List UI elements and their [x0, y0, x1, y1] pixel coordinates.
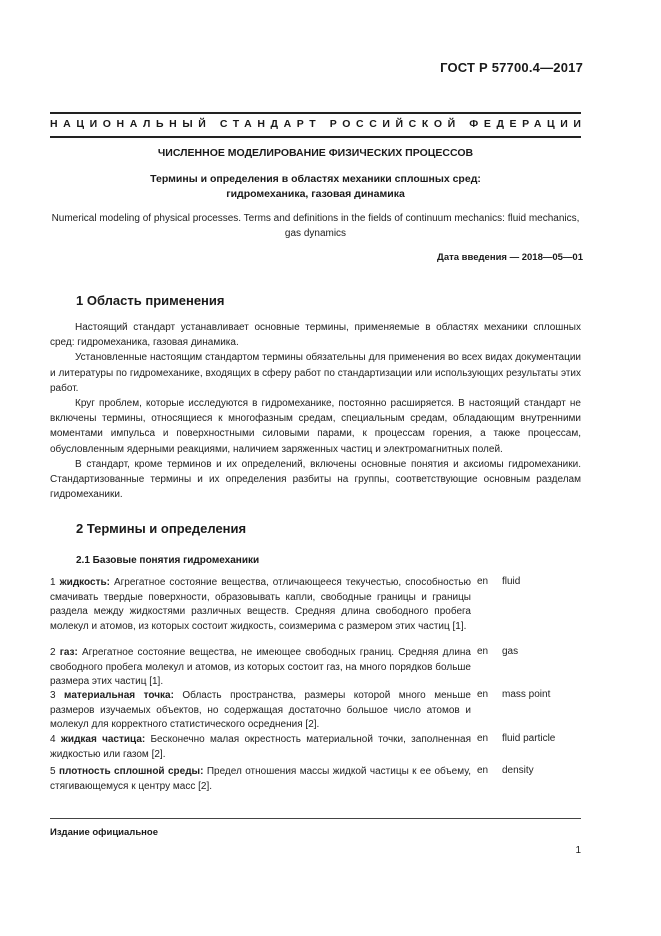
term-entry: [50, 576, 471, 635]
document-subtitle: [50, 172, 581, 201]
section-1-body: [50, 320, 581, 502]
term-number: 5: [50, 766, 56, 777]
term-name: плотность сплошной среды:: [58, 766, 204, 777]
page-number: 1: [575, 845, 581, 856]
term-definition: Предел отношения массы жидкой частицы к ее объему, стягивающемуся к центру масс [2].: [50, 766, 471, 792]
national-standard-heading: НАЦИОНАЛЬНЫЙ СТАНДАРТ РОССИЙСКОЙ ФЕДЕРАЦИИ: [50, 118, 587, 130]
term-language: en: [477, 689, 489, 700]
subsection-2-1-title: 2.1 Базовые понятия гидромеханики: [76, 555, 260, 566]
section-2-title: 2 Термины и определения: [76, 521, 247, 536]
footer-rule: [50, 818, 581, 819]
term-number: 2: [50, 647, 56, 658]
official-edition-label: Издание официальное: [50, 827, 158, 838]
term-definition: Бесконечно малая окрестность материальной точки, заполненная жидкостью или газом [2].: [50, 734, 472, 760]
term-entry: [50, 646, 471, 690]
term-english-equivalent: fluid: [502, 576, 521, 587]
english-title: [50, 211, 581, 241]
term-language: en: [477, 733, 489, 744]
term-language: en: [477, 765, 489, 776]
paragraph: Настоящий стандарт устанавливает основные термины, применяемые в областях механики сплошных сред: гидромеханика, газовая динамика.: [50, 322, 581, 349]
term-english-equivalent: fluid particle: [502, 733, 556, 744]
term-english-equivalent: density: [502, 765, 534, 776]
term-number: 1: [50, 577, 56, 588]
paragraph: В стандарт, кроме терминов и их определений, включены основные понятия и аксиомы гидромеханики. Стандартизованные термины и их определения разбиты на группы, соответствующие основным разделам гидромеханики.: [50, 458, 581, 501]
term-english-equivalent: gas: [502, 646, 519, 657]
term-entry: [50, 689, 471, 733]
term-language: en: [477, 646, 489, 657]
term-definition: Область пространства, размеры которой много меньше размеров изучаемых объектов, но содержащая достаточно большое число атомов и молекул для корректного статистического осреднения [2].: [50, 690, 471, 731]
term-name: жидкость:: [59, 577, 110, 588]
term-definition: Агрегатное состояние вещества, отличающееся текучестью, способностью смачивать твердые поверхности, образовывать капли, свободные границы и границы раздела между жидкостями различных веществ. Средняя длина свободного пробега молекул и атомов, из которых состоит жидкость, соизмерима с размером этих частиц [1].: [50, 577, 471, 633]
bottom-rule: [50, 136, 581, 138]
top-rule: [50, 112, 581, 114]
term-number: 3: [50, 690, 56, 701]
term-language: en: [477, 576, 489, 587]
document-main-title: ЧИСЛЕННОЕ МОДЕЛИРОВАНИЕ ФИЗИЧЕСКИХ ПРОЦЕССОВ: [157, 147, 474, 159]
paragraph: Установленные настоящим стандартом термины обязательны для применения во всех видах документации и литературы по гидромеханике, входящих в сферу работ по стандартизации или использующих результаты этих работ.: [50, 352, 581, 394]
introduction-date: Дата введения — 2018—05—01: [437, 252, 583, 263]
english-title-line-2: gas dynamics: [284, 228, 347, 239]
term-number: 4: [50, 734, 56, 745]
section-1-title: 1 Область применения: [76, 293, 225, 308]
term-name: жидкая частица:: [60, 734, 146, 745]
term-entry: [50, 733, 471, 762]
subtitle-line-2: гидромеханика, газовая динамика: [226, 187, 405, 200]
term-name: газ:: [59, 647, 78, 658]
term-name: материальная точка:: [64, 690, 174, 701]
term-english-equivalent: mass point: [502, 689, 551, 700]
term-definition: Агрегатное состояние вещества, не имеющее свободных границ. Средняя длина свободного пробега молекул и атомов, из которых состоит газ, на много порядков больше размера этих частиц [1].: [50, 647, 471, 688]
english-title-line-1: Numerical modeling of physical processes. Terms and definitions in the fields of continuum mechanics: fluid mechanics,: [51, 213, 580, 224]
term-entry: [50, 765, 471, 794]
paragraph: Круг проблем, которые исследуются в гидромеханике, постоянно расширяется. В настоящий стандарт не включены термины, относящиеся к многофазным средам, специальным средам, обладающим внутренними моментами импульса и поверхностными силовыми парами, к процессам горения, а также процессам, обусловленным ядерными реакциями, наличием заряженных частиц и электромагнитных полей.: [50, 398, 581, 455]
document-code: ГОСТ Р 57700.4—2017: [440, 60, 583, 75]
subtitle-line-1: Термины и определения в областях механики сплошных сред:: [150, 173, 481, 185]
